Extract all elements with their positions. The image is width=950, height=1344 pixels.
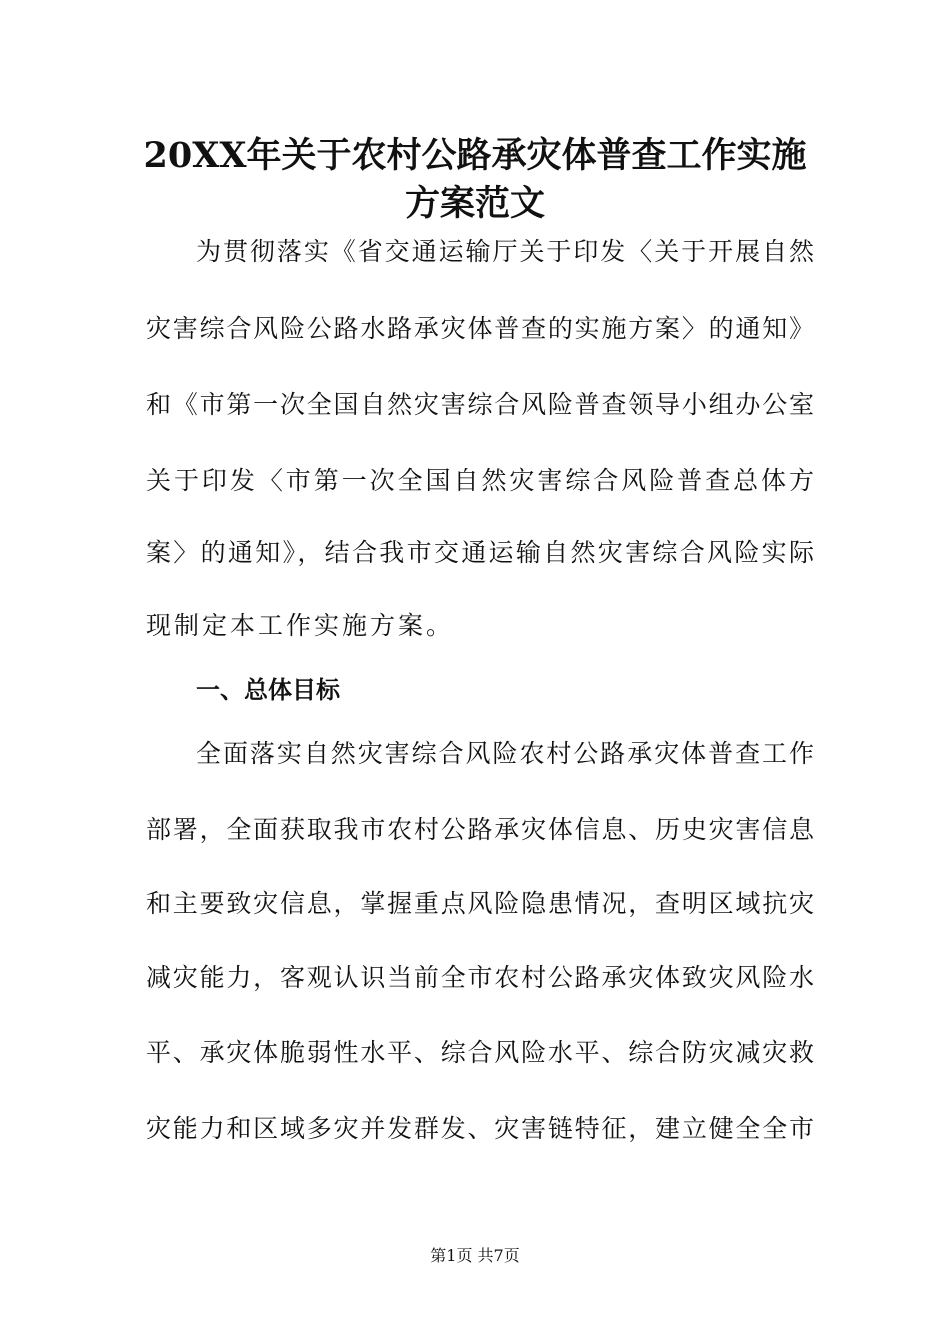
page-number-footer: 第1页 共7页 — [430, 1246, 520, 1265]
paragraph-2-line-2: 部署，全面获取我市农村公路承灾体信息、历史灾害信息 — [146, 815, 814, 844]
paragraph-1-line-3: 和《市第一次全国自然灾害综合风险普查领导小组办公室 — [146, 390, 814, 419]
paragraph-1-line-4: 关于印发〈市第一次全国自然灾害综合风险普查总体方 — [146, 466, 814, 495]
paragraph-2-line-4: 减灾能力，客观认识当前全市农村公路承灾体致灾风险水 — [146, 963, 814, 992]
paragraph-2-line-1: 全面落实自然灾害综合风险农村公路承灾体普查工作 — [196, 739, 814, 768]
paragraph-2-line-3: 和主要致灾信息，掌握重点风险隐患情况，查明区域抗灾 — [146, 889, 814, 918]
section-heading-overall-goal: 一、总体目标 — [196, 676, 340, 704]
paragraph-2-line-5: 平、承灾体脆弱性水平、综合风险水平、综合防灾减灾救 — [146, 1038, 814, 1067]
document-title-line-1: 20XX年关于农村公路承灾体普查工作实施 — [143, 135, 807, 176]
paragraph-1-line-2: 灾害综合风险公路水路承灾体普查的实施方案〉的通知》 — [146, 314, 814, 343]
paragraph-1-line-5: 案〉的通知》，结合我市交通运输自然灾害综合风险实际 — [146, 538, 814, 567]
document-title-line-2: 方案范文 — [404, 183, 545, 224]
paragraph-1-line-1: 为贯彻落实《省交通运输厅关于印发〈关于开展自然 — [196, 237, 814, 266]
paragraph-2-line-6: 灾能力和区域多灾并发群发、灾害链特征，建立健全全市 — [146, 1114, 814, 1143]
paragraph-1-line-6: 现制定本工作实施方案。 — [146, 611, 455, 640]
